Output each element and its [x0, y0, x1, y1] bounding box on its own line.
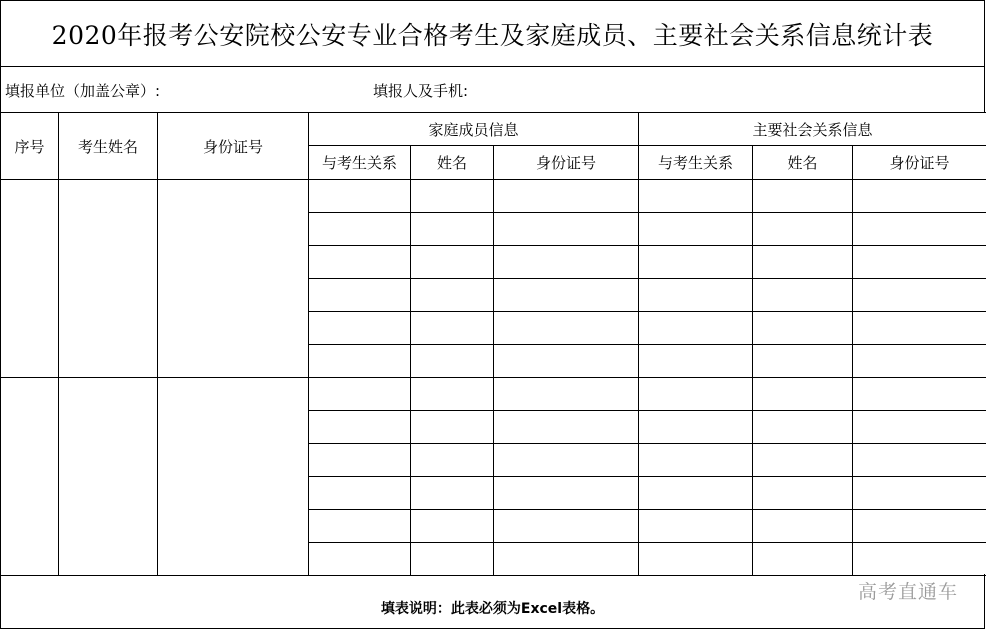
- family-name-cell[interactable]: [411, 279, 494, 312]
- family-name-cell[interactable]: [411, 345, 494, 378]
- social-name-cell[interactable]: [753, 444, 853, 477]
- family-id-cell[interactable]: [494, 279, 639, 312]
- form-title: 2020年报考公安院校公安专业合格考生及家庭成员、主要社会关系信息统计表: [0, 0, 985, 67]
- col-header-id-number: 身份证号: [158, 113, 309, 180]
- info-table: [0, 112, 986, 576]
- social-id-cell[interactable]: [853, 510, 986, 543]
- col-header-social-id: 身份证号: [853, 146, 986, 180]
- col-header-family-relation: 与考生关系: [309, 146, 411, 180]
- family-relation-cell[interactable]: [309, 543, 411, 576]
- social-id-cell[interactable]: [853, 246, 986, 279]
- family-id-cell[interactable]: [494, 378, 639, 411]
- id-number-cell[interactable]: [158, 378, 309, 576]
- social-id-cell[interactable]: [853, 279, 986, 312]
- family-name-cell[interactable]: [411, 477, 494, 510]
- family-id-cell[interactable]: [494, 180, 639, 213]
- col-header-social-name: 姓名: [753, 146, 853, 180]
- social-relation-cell[interactable]: [639, 378, 753, 411]
- social-name-cell[interactable]: [753, 477, 853, 510]
- col-header-social-relation: 与考生关系: [639, 146, 753, 180]
- family-name-cell[interactable]: [411, 213, 494, 246]
- family-id-cell[interactable]: [494, 246, 639, 279]
- col-header-seq: 序号: [1, 113, 59, 180]
- family-id-cell[interactable]: [494, 477, 639, 510]
- social-relation-cell[interactable]: [639, 246, 753, 279]
- family-relation-cell[interactable]: [309, 246, 411, 279]
- family-id-cell[interactable]: [494, 312, 639, 345]
- family-name-cell[interactable]: [411, 543, 494, 576]
- social-name-cell[interactable]: [753, 246, 853, 279]
- social-relation-cell[interactable]: [639, 312, 753, 345]
- watermark: 高考直通车: [857, 581, 958, 603]
- social-name-cell[interactable]: [753, 378, 853, 411]
- family-id-cell[interactable]: [494, 213, 639, 246]
- social-id-cell[interactable]: [853, 378, 986, 411]
- family-id-cell[interactable]: [494, 444, 639, 477]
- social-id-cell[interactable]: [853, 180, 986, 213]
- filler-phone-label: 填报人及手机:: [373, 82, 469, 100]
- family-id-cell[interactable]: [494, 411, 639, 444]
- table-row: [1, 180, 986, 213]
- social-name-cell[interactable]: [753, 411, 853, 444]
- filling-unit-label: 填报单位（加盖公章）:: [5, 82, 161, 100]
- social-name-cell[interactable]: [753, 543, 853, 576]
- col-header-family-name: 姓名: [411, 146, 494, 180]
- family-name-cell[interactable]: [411, 180, 494, 213]
- social-id-cell[interactable]: [853, 312, 986, 345]
- family-relation-cell[interactable]: [309, 312, 411, 345]
- social-id-cell[interactable]: [853, 444, 986, 477]
- social-id-cell[interactable]: [853, 411, 986, 444]
- family-id-cell[interactable]: [494, 345, 639, 378]
- family-relation-cell[interactable]: [309, 510, 411, 543]
- social-name-cell[interactable]: [753, 180, 853, 213]
- family-relation-cell[interactable]: [309, 444, 411, 477]
- social-relation-cell[interactable]: [639, 411, 753, 444]
- footer: [0, 574, 985, 629]
- family-relation-cell[interactable]: [309, 378, 411, 411]
- social-id-cell[interactable]: [853, 543, 986, 576]
- info-row: [0, 66, 985, 113]
- social-relation-cell[interactable]: [639, 543, 753, 576]
- social-relation-cell[interactable]: [639, 279, 753, 312]
- family-name-cell[interactable]: [411, 510, 494, 543]
- social-name-cell[interactable]: [753, 279, 853, 312]
- social-relation-cell[interactable]: [639, 180, 753, 213]
- social-name-cell[interactable]: [753, 213, 853, 246]
- col-header-candidate-name: 考生姓名: [59, 113, 158, 180]
- family-name-cell[interactable]: [411, 246, 494, 279]
- social-id-cell[interactable]: [853, 213, 986, 246]
- table-row: [1, 378, 986, 411]
- seq-cell[interactable]: [1, 180, 59, 378]
- family-id-cell[interactable]: [494, 543, 639, 576]
- social-id-cell[interactable]: [853, 477, 986, 510]
- social-name-cell[interactable]: [753, 510, 853, 543]
- seq-cell[interactable]: [1, 378, 59, 576]
- family-relation-cell[interactable]: [309, 345, 411, 378]
- social-name-cell[interactable]: [753, 312, 853, 345]
- social-relation-cell[interactable]: [639, 444, 753, 477]
- group-header-social: 主要社会关系信息: [639, 113, 986, 146]
- id-number-cell[interactable]: [158, 180, 309, 378]
- social-id-cell[interactable]: [853, 345, 986, 378]
- col-header-family-id: 身份证号: [494, 146, 639, 180]
- family-name-cell[interactable]: [411, 378, 494, 411]
- family-relation-cell[interactable]: [309, 180, 411, 213]
- family-relation-cell[interactable]: [309, 213, 411, 246]
- candidate-name-cell[interactable]: [59, 180, 158, 378]
- family-relation-cell[interactable]: [309, 279, 411, 312]
- family-id-cell[interactable]: [494, 510, 639, 543]
- social-relation-cell[interactable]: [639, 477, 753, 510]
- family-relation-cell[interactable]: [309, 477, 411, 510]
- family-relation-cell[interactable]: [309, 411, 411, 444]
- family-name-cell[interactable]: [411, 312, 494, 345]
- social-relation-cell[interactable]: [639, 345, 753, 378]
- social-relation-cell[interactable]: [639, 213, 753, 246]
- family-name-cell[interactable]: [411, 444, 494, 477]
- header-row-group: [1, 113, 986, 146]
- footer-note: 填表说明：此表必须为Excel表格。: [380, 601, 605, 617]
- candidate-name-cell[interactable]: [59, 378, 158, 576]
- social-name-cell[interactable]: [753, 345, 853, 378]
- social-relation-cell[interactable]: [639, 510, 753, 543]
- family-name-cell[interactable]: [411, 411, 494, 444]
- group-header-family: 家庭成员信息: [309, 113, 639, 146]
